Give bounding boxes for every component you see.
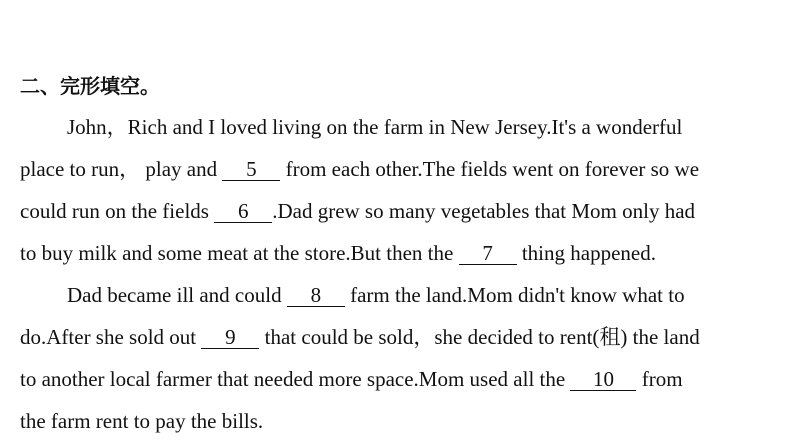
paragraph-2-line-4 bbox=[20, 407, 263, 435]
text-segment: do.After she sold out bbox=[20, 325, 202, 349]
blank-6: 6 bbox=[214, 200, 272, 223]
paragraph-2-line-1 bbox=[67, 281, 685, 309]
text-segment: Dad became ill and could bbox=[67, 283, 287, 307]
blank-7: 7 bbox=[459, 242, 517, 265]
text-segment: place to run， play and bbox=[20, 157, 223, 181]
text-segment: from bbox=[636, 367, 683, 391]
paragraph-1-line-3 bbox=[20, 197, 695, 225]
blank-9: 9 bbox=[201, 326, 259, 349]
blank-8: 8 bbox=[287, 284, 345, 307]
text-segment: that could be sold，she decided to rent(租) the land bbox=[259, 325, 700, 349]
text-segment: could run on the fields bbox=[20, 199, 215, 223]
text-segment: to another local farmer that needed more space.Mom used all the bbox=[20, 367, 571, 391]
section-heading: 二、完形填空。 bbox=[20, 74, 160, 98]
text-segment: from each other.The fields went on forever so we bbox=[280, 157, 700, 181]
text-segment: .Dad grew so many vegetables that Mom only had bbox=[272, 199, 696, 223]
text-segment: the farm rent to pay the bills. bbox=[20, 409, 264, 433]
blank-10: 10 bbox=[570, 368, 636, 391]
paragraph-2-line-2 bbox=[20, 323, 700, 351]
paragraph-1-line-4 bbox=[20, 239, 656, 267]
blank-5: 5 bbox=[222, 158, 280, 181]
paragraph-1-line-1 bbox=[67, 113, 682, 141]
text-segment: to buy milk and some meat at the store.But then the bbox=[20, 241, 459, 265]
paragraph-1-line-2 bbox=[20, 155, 699, 183]
text-segment: thing happened. bbox=[516, 241, 656, 265]
text-segment: farm the land.Mom didn't know what to bbox=[344, 283, 685, 307]
text-segment: John，Rich and I loved living on the farm in New Jersey.It's a wonderful bbox=[67, 115, 683, 139]
paragraph-2-line-3 bbox=[20, 365, 683, 393]
